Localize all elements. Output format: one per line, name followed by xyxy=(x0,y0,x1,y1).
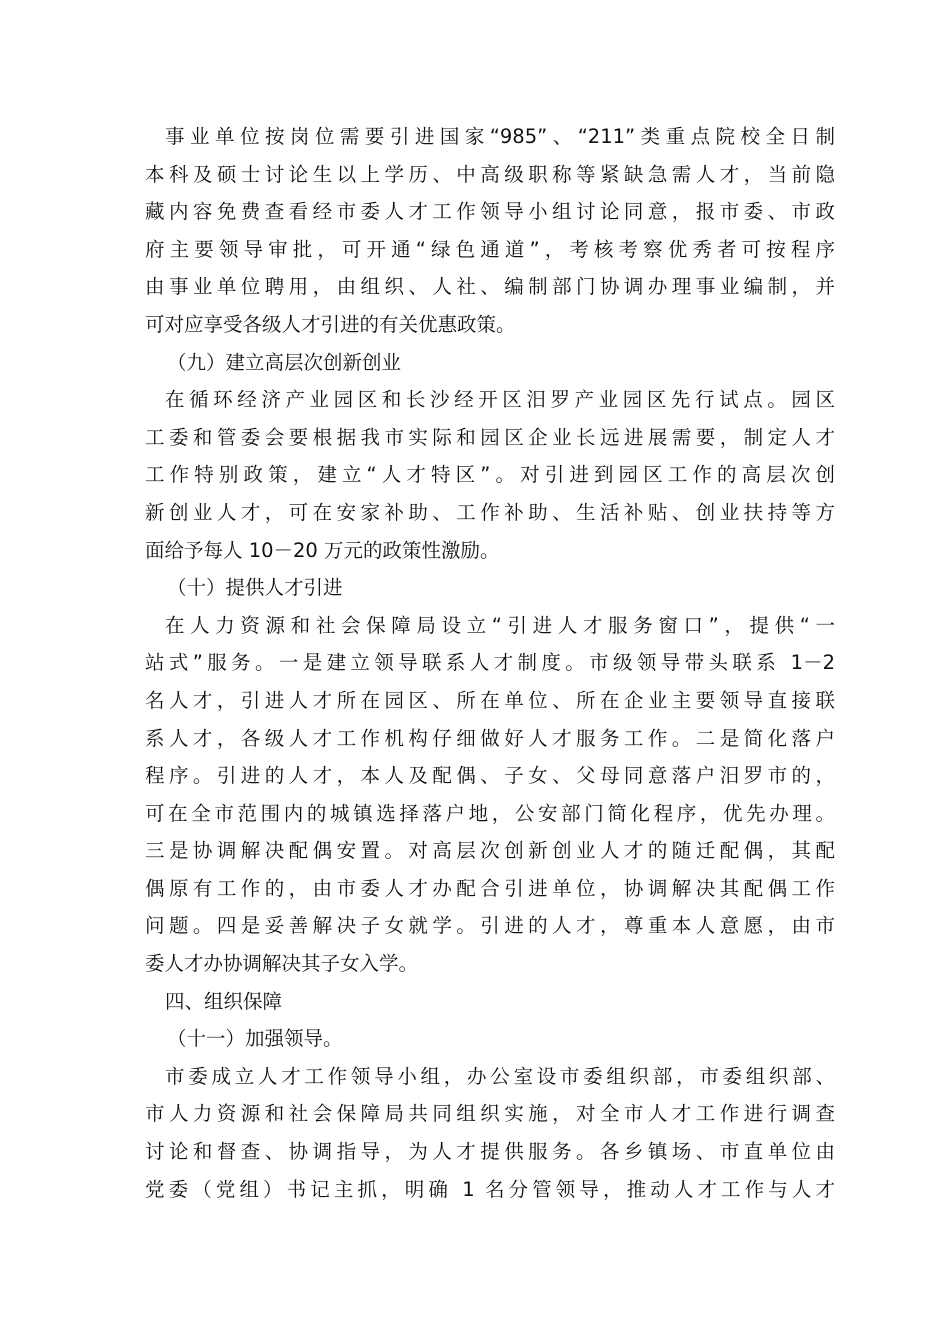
text-line: 程序。引进的人才，本人及配偶、子女、父母同意落户汨罗市的， xyxy=(145,764,835,788)
text-line: 市人力资源和社会保障局共同组织实施，对全市人才工作进行调查 xyxy=(145,1102,835,1126)
text-line: 面给予每人 10－20 万元的政策性激励。 xyxy=(145,538,500,562)
text-line: 藏内容免费查看经市委人才工作领导小组讨论同意，报市委、市政 xyxy=(145,200,835,224)
text-line: 府主要领导审批，可开通“绿色通道”，考核考察优秀者可按程序 xyxy=(145,237,835,261)
text-line: 可在全市范围内的城镇选择落户地，公安部门简化程序，优先办理。 xyxy=(145,801,835,825)
text-line: 站式”服务。一是建立领导联系人才制度。市级领导带头联系 1－2 xyxy=(145,651,835,675)
text-line: 党委（党组）书记主抓，明确 1 名分管领导，推动人才工作与人才 xyxy=(145,1177,835,1201)
text-line: 新创业人才，可在安家补助、工作补助、生活补贴、创业扶持等方 xyxy=(145,500,835,524)
text-line: 名人才，引进人才所在园区、所在单位、所在企业主要领导直接联 xyxy=(145,688,835,712)
text-line: 委人才办协调解决其子女入学。 xyxy=(145,952,419,976)
text-line: 三是协调解决配偶安置。对高层次创新创业人才的随迁配偶，其配 xyxy=(145,839,835,863)
text-line: 工委和管委会要根据我市实际和园区企业长远进展需要，制定人才 xyxy=(145,425,835,449)
section-heading: 四、组织保障 xyxy=(165,989,283,1013)
section-heading: （十一）加强领导。 xyxy=(167,1027,343,1051)
text-line: 在循环经济产业园区和长沙经开区汨罗产业园区先行试点。园区 xyxy=(165,388,835,412)
text-line: 问题。四是妥善解决子女就学。引进的人才，尊重本人意愿，由市 xyxy=(145,914,835,938)
text-line: 工作特别政策，建立“人才特区”。对引进到园区工作的高层次创 xyxy=(145,463,835,487)
text-line: 在人力资源和社会保障局设立“引进人才服务窗口”，提供“一 xyxy=(165,613,835,637)
text-line: 由事业单位聘用，由组织、人社、编制部门协调办理事业编制，并 xyxy=(145,275,835,299)
text-line: 系人才，各级人才工作机构仔细做好人才服务工作。二是简化落户 xyxy=(145,726,835,750)
text-line: 市委成立人才工作领导小组，办公室设市委组织部，市委组织部、 xyxy=(165,1064,835,1088)
text-line: 本科及硕士讨论生以上学历、中高级职称等紧缺急需人才，当前隐 xyxy=(145,162,835,186)
text-line: 事业单位按岗位需要引进国家“985”、“211”类重点院校全日制 xyxy=(165,125,835,148)
section-heading: （十）提供人才引进 xyxy=(167,576,343,600)
document-page xyxy=(145,118,835,1208)
text-line: 偶原有工作的，由市委人才办配合引进单位，协调解决其配偶工作 xyxy=(145,876,835,900)
text-line: 讨论和督查、协调指导，为人才提供服务。各乡镇场、市直单位由 xyxy=(145,1140,835,1164)
section-heading: （九）建立高层次创新创业 xyxy=(167,350,402,374)
text-line: 可对应享受各级人才引进的有关优惠政策。 xyxy=(145,312,516,336)
